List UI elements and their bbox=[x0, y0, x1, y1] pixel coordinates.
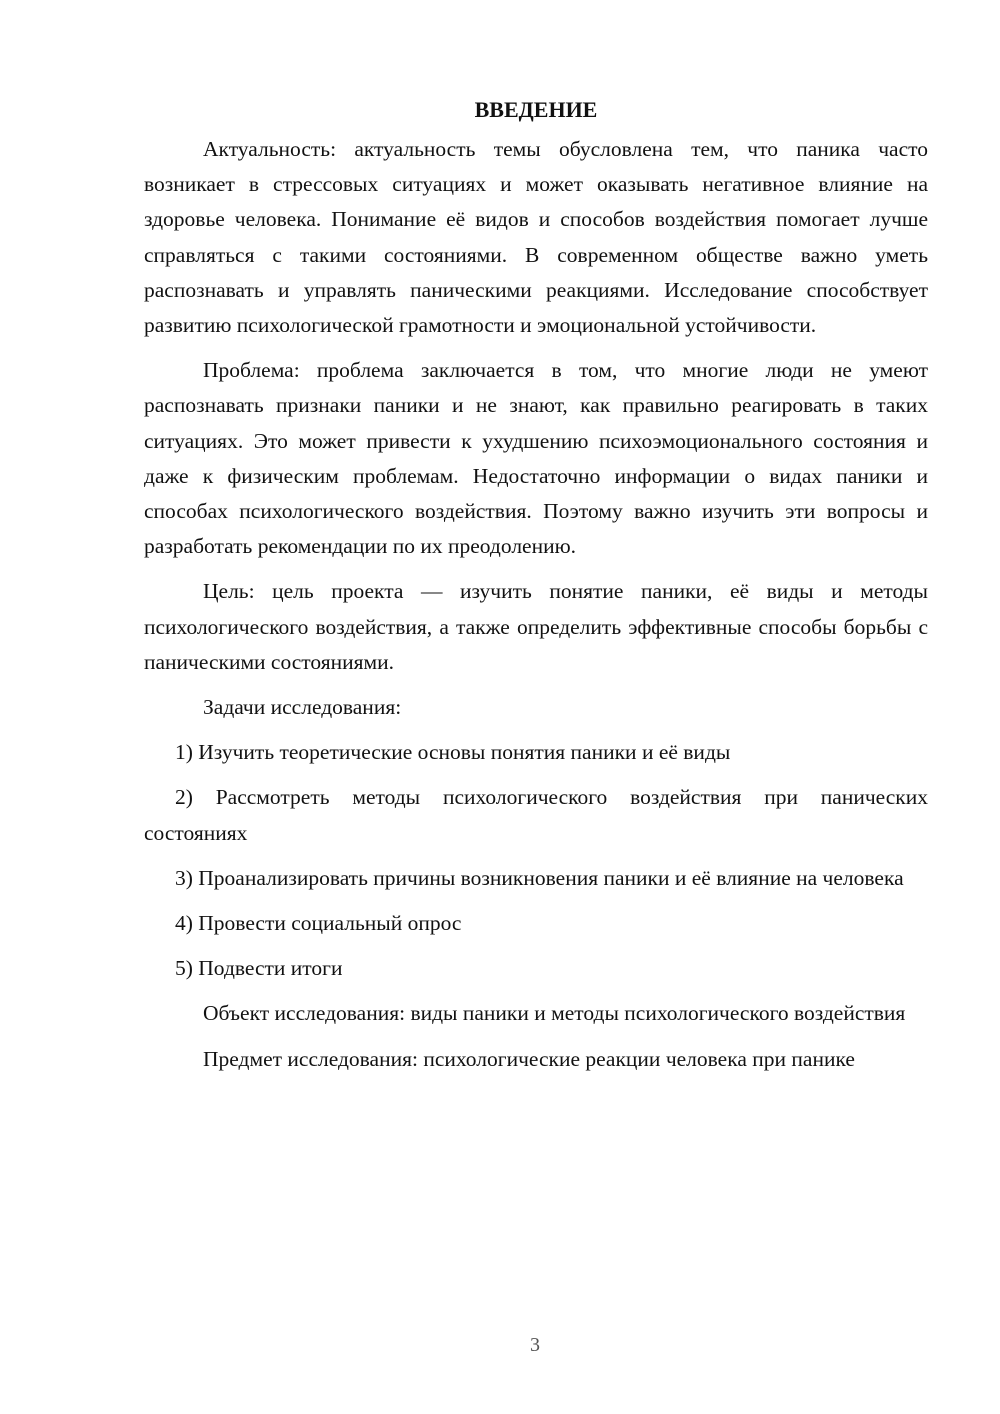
task-item-5: 5) Подвести итоги bbox=[175, 956, 343, 981]
paragraph-goal: Цель: цель проекта — изучить понятие паники, её виды и методы психологического воздействия, а также определить эффективные способы борьбы с паническими состояниями. bbox=[144, 579, 928, 674]
tasks-list bbox=[144, 735, 928, 986]
document-page bbox=[144, 92, 928, 1087]
paragraph-problem: Проблема: проблема заключается в том, что многие люди не умеют распознавать признаки паники и не знают, как правильно реагировать в таких ситуациях. Это может привести к ухудшению психоэмоционального состояния и даже к физическим проблемам. Недостаточно информации о видах паники и способах психологического воздействия. Поэтому важно изучить эти вопросы и разработать рекомендации по их преодолению. bbox=[144, 358, 928, 559]
task-item-4: 4) Провести социальный опрос bbox=[175, 911, 462, 936]
section-title: ВВЕДЕНИЕ bbox=[474, 97, 598, 122]
page-number: 3 bbox=[530, 1334, 540, 1356]
paragraph-relevance: Актуальность: актуальность темы обусловлена тем, что паника часто возникает в стрессовых ситуациях и может оказывать негативное влияние на здоровье человека. Понимание её видов и способов воздействия помогает лучше справляться с такими состояниями. В современном обществе важно уметь распознавать и управлять паническими реакциями. Исследование способствует развитию психологической грамотности и эмоциональной устойчивости. bbox=[144, 137, 928, 338]
task-item-2: 2) Рассмотреть методы психологического воздействия при панических состояниях bbox=[144, 785, 928, 845]
tasks-heading: Задачи исследования: bbox=[203, 695, 402, 720]
task-item-1: 1) Изучить теоретические основы понятия паники и её виды bbox=[175, 740, 731, 765]
paragraph-subject: Предмет исследования: психологические реакции человека при панике bbox=[203, 1046, 855, 1071]
paragraph-object: Объект исследования: виды паники и методы психологического воздействия bbox=[203, 1001, 906, 1026]
task-item-3: 3) Проанализировать причины возникновения паники и её влияние на человека bbox=[175, 865, 904, 890]
